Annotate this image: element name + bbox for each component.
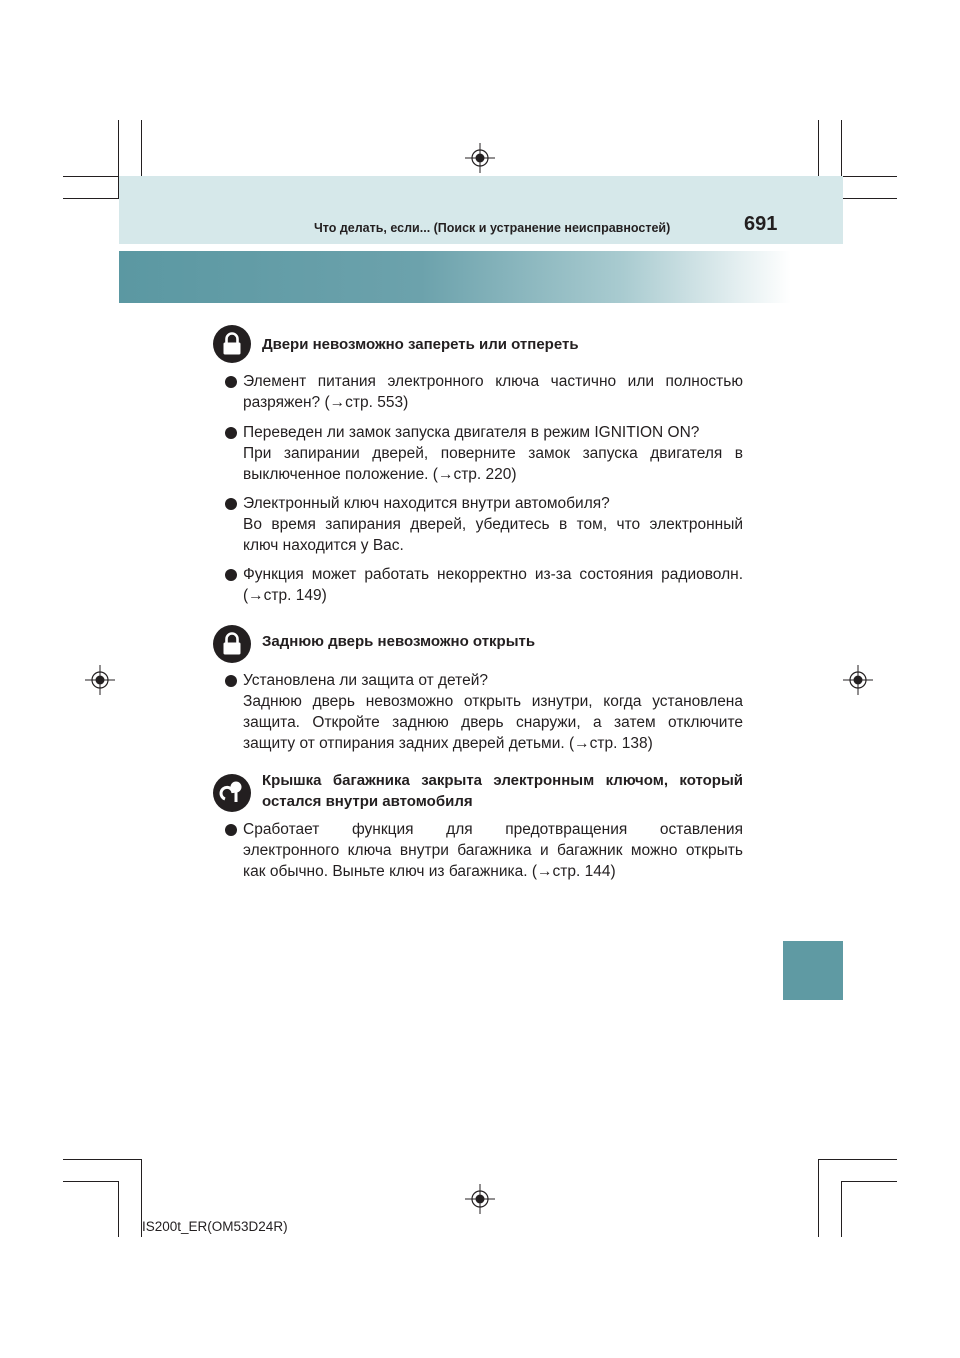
list-item [243,564,743,606]
bullet-icon [225,498,237,510]
list-item-line: как обычно. Выньте ключ из багажника. (→стр. 144) [243,863,616,880]
list-item-line: Электронный ключ находится внутри автомобиля? [243,495,610,512]
section-bar [119,251,791,303]
padlock-icon [212,624,252,664]
list-item-line: Элемент питания электронного ключа частично или полностью [243,373,743,390]
registration-mark-icon [843,665,873,695]
list-item-line: Сработает функция для предотвращения оставления [243,821,743,838]
list-item-line: электронного ключа внутри багажника и багажник можно открыть [243,842,743,859]
crop-mark [841,1181,897,1182]
bullet-icon [225,824,237,836]
bullet-icon [225,427,237,439]
registration-mark-icon [465,143,495,173]
section-title-line: Крышка багажника закрыта электронным ключом, который [262,772,743,789]
list-item-line: защита. Откройте заднюю дверь снаружи, а затем отключите [243,714,743,731]
bullet-icon [225,376,237,388]
crop-mark [841,198,897,199]
registration-mark-icon [465,1184,495,1214]
crop-mark [818,1159,819,1237]
crop-mark [818,1159,897,1160]
list-item-line: Установлена ли защита от детей? [243,672,488,689]
crop-mark [841,1181,842,1237]
list-item-line: (→стр. 149) [243,587,327,604]
crop-mark [63,1181,119,1182]
section-title [262,631,535,652]
chapter-title: Что делать, если... (Поиск и устранение неисправностей) [314,221,671,235]
section-title-line: Заднюю дверь невозможно открыть [262,633,536,650]
section-title [262,770,743,812]
list-item-line: разряжен? (→стр. 553) [243,394,409,411]
chapter-tab [783,941,843,1000]
crop-mark [63,1159,141,1160]
bullet-icon [225,569,237,581]
list-item [243,670,743,754]
list-item-line: выключенное положение. (→стр. 220) [243,466,517,483]
section-title-line: Двери невозможно запереть или отпереть [262,336,579,353]
key-icon [212,773,252,813]
list-item-line: Заднюю дверь невозможно открыть изнутри, когда установлена [243,693,743,710]
list-item-line: Во время запирания дверей, убедитесь в том, что электронный [243,516,743,533]
section-title [262,334,579,355]
crop-mark [63,198,119,199]
padlock-icon [212,324,252,364]
bullet-icon [225,675,237,687]
list-item [243,422,743,485]
registration-mark-icon [85,665,115,695]
list-item [243,493,743,556]
section-title-line: остался внутри автомобиля [262,793,473,810]
list-item-line: защиту от отпирания задних дверей детьми. (→стр. 138) [243,735,653,752]
document-code: IS200t_ER(OM53D24R) [142,1219,288,1234]
list-item [243,819,743,882]
crop-mark [118,1181,119,1237]
list-item-line: ключ находится у Вас. [243,537,404,554]
list-item-line: Функция может работать некорректно из-за состояния радиоволн. [243,566,743,583]
page-number: 691 [744,213,778,235]
list-item-line: Переведен ли замок запуска двигателя в режим IGNITION ON? [243,424,700,441]
list-item [243,371,743,413]
list-item-line: При запирании дверей, поверните замок запуска двигателя в [243,445,743,462]
